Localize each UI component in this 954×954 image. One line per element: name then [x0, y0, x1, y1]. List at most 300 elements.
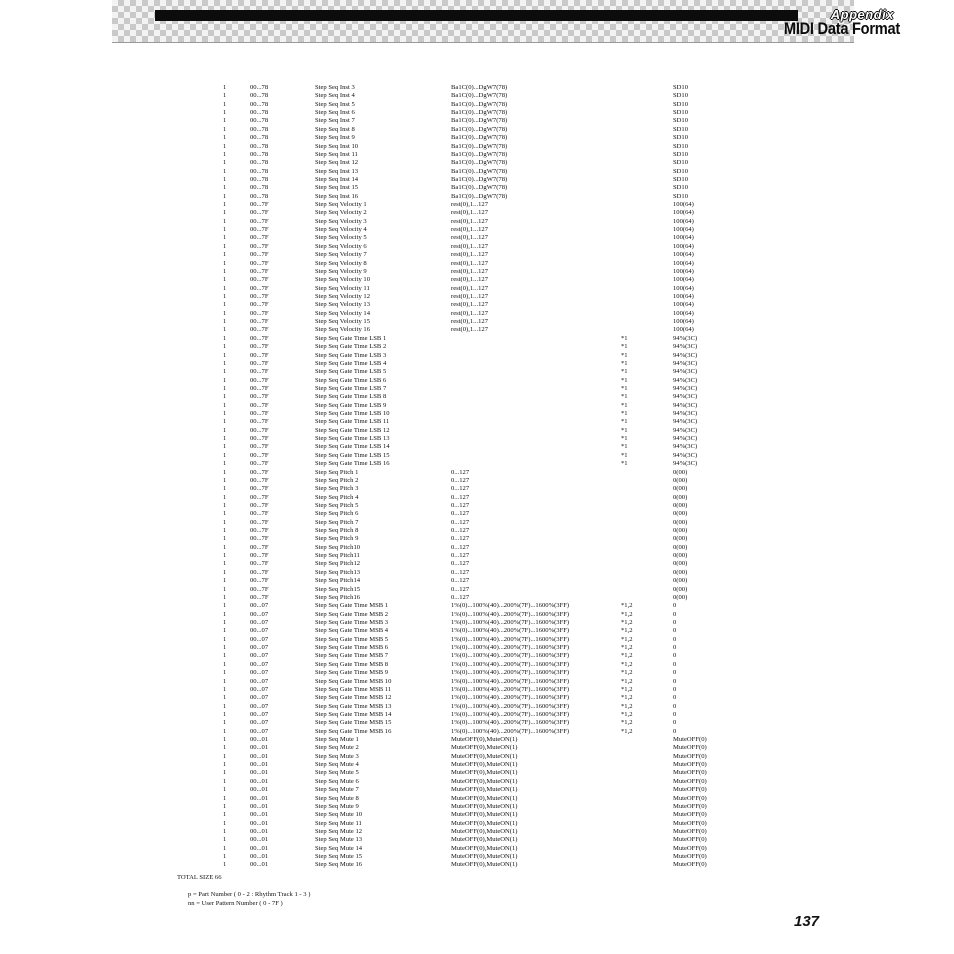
cell-description: Step Seq Inst 9	[315, 134, 355, 142]
cell-values: 0...127	[451, 476, 470, 484]
cell-default: 0	[673, 719, 677, 727]
cell-range: 00...01	[250, 786, 269, 794]
cell-size: 1	[223, 577, 227, 585]
cell-note: *1	[621, 384, 628, 392]
cell-range: 00...7F	[250, 460, 269, 468]
cell-default: 94%(3C)	[673, 368, 698, 376]
cell-range: 00...01	[250, 853, 269, 861]
table-row	[0, 326, 954, 334]
cell-range: 00...78	[250, 92, 269, 100]
cell-default: 0	[673, 660, 677, 668]
table-row	[0, 335, 954, 343]
cell-values: rest(0),1...127	[451, 217, 488, 225]
table-row	[0, 611, 954, 619]
cell-default: 0	[673, 669, 677, 677]
cell-size: 1	[223, 100, 227, 108]
cell-values: MuteOFF(0),MuteON(1)	[451, 752, 518, 760]
cell-range: 00...07	[250, 702, 269, 710]
cell-values: 1%(0)...100%(40)...200%(7F)...1600%(3FF)	[451, 677, 570, 685]
table-row	[0, 260, 954, 268]
table-row	[0, 385, 954, 393]
cell-range: 00...07	[250, 635, 269, 643]
table-row	[0, 736, 954, 744]
cell-description: Step Seq Pitch16	[315, 593, 361, 601]
cell-description: Step Seq Inst 5	[315, 100, 355, 108]
table-row	[0, 234, 954, 242]
cell-description: Step Seq Gate Time LSB 11	[315, 418, 390, 426]
cell-description: Step Seq Velocity 1	[315, 201, 367, 209]
page-title: MIDI Data Format	[783, 19, 900, 38]
cell-default: 94%(3C)	[673, 435, 698, 443]
cell-range: 00...7F	[250, 485, 269, 493]
cell-range: 00...78	[250, 192, 269, 200]
cell-values: MuteOFF(0),MuteON(1)	[451, 861, 518, 869]
cell-default: SD10	[673, 184, 689, 192]
cell-size: 1	[223, 660, 227, 668]
table-row	[0, 619, 954, 627]
table-row	[0, 661, 954, 669]
footnote-part-number: p = Part Number ( 0 - 2 : Rhythm Track 1 - 3 )	[188, 891, 311, 898]
cell-description: Step Seq Gate Time MSB 12	[315, 694, 392, 702]
table-row	[0, 276, 954, 284]
cell-default: 94%(3C)	[673, 359, 698, 367]
cell-default: 100(64)	[673, 318, 694, 326]
cell-default: SD10	[673, 109, 689, 117]
cell-range: 00...7F	[250, 251, 269, 259]
cell-description: Step Seq Mute 16	[315, 861, 363, 869]
cell-values: Ba1C(0)...DgW7(78)	[451, 167, 508, 175]
cell-note: *1	[621, 443, 628, 451]
table-row	[0, 251, 954, 259]
cell-range: 00...01	[250, 752, 269, 760]
cell-range: 00...01	[250, 769, 269, 777]
cell-description: Step Seq Velocity 2	[315, 209, 367, 217]
cell-default: MuteOFF(0)	[673, 744, 707, 752]
total-size: TOTAL SIZE 66	[177, 874, 222, 881]
table-row	[0, 669, 954, 677]
cell-description: Step Seq Gate Time MSB 4	[315, 627, 389, 635]
cell-range: 00...7F	[250, 201, 269, 209]
cell-default: 0(00)	[673, 485, 688, 493]
cell-range: 00...7F	[250, 334, 269, 342]
cell-size: 1	[223, 451, 227, 459]
cell-range: 00...7F	[250, 468, 269, 476]
table-row	[0, 560, 954, 568]
cell-size: 1	[223, 142, 227, 150]
cell-description: Step Seq Mute 1	[315, 736, 359, 744]
table-row	[0, 126, 954, 134]
cell-size: 1	[223, 251, 227, 259]
cell-range: 00...7F	[250, 552, 269, 560]
cell-description: Step Seq Pitch 8	[315, 527, 359, 535]
cell-description: Step Seq Gate Time MSB 2	[315, 610, 389, 618]
cell-note: *1	[621, 451, 628, 459]
cell-size: 1	[223, 744, 227, 752]
table-row	[0, 494, 954, 502]
cell-note: *1,2	[621, 644, 633, 652]
cell-values: 0...127	[451, 501, 470, 509]
cell-default: 100(64)	[673, 226, 694, 234]
cell-description: Step Seq Gate Time LSB 10	[315, 410, 390, 418]
cell-range: 00...7F	[250, 242, 269, 250]
cell-values: MuteOFF(0),MuteON(1)	[451, 777, 518, 785]
cell-description: Step Seq Velocity 6	[315, 242, 367, 250]
table-row	[0, 109, 954, 117]
cell-description: Step Seq Gate Time LSB 16	[315, 460, 390, 468]
cell-size: 1	[223, 318, 227, 326]
cell-range: 00...01	[250, 819, 269, 827]
cell-default: 100(64)	[673, 217, 694, 225]
cell-description: Step Seq Gate Time MSB 14	[315, 710, 392, 718]
cell-description: Step Seq Pitch13	[315, 568, 361, 576]
cell-default: 100(64)	[673, 276, 694, 284]
page-header	[112, 0, 854, 43]
cell-default: 0	[673, 694, 677, 702]
cell-description: Step Seq Mute 13	[315, 836, 363, 844]
cell-size: 1	[223, 568, 227, 576]
cell-description: Step Seq Gate Time LSB 2	[315, 343, 387, 351]
cell-range: 00...07	[250, 677, 269, 685]
cell-description: Step Seq Pitch12	[315, 560, 361, 568]
cell-description: Step Seq Gate Time LSB 13	[315, 435, 390, 443]
table-row	[0, 435, 954, 443]
table-row	[0, 293, 954, 301]
cell-size: 1	[223, 384, 227, 392]
table-row	[0, 285, 954, 293]
cell-description: Step Seq Inst 13	[315, 167, 359, 175]
cell-values: rest(0),1...127	[451, 309, 488, 317]
cell-default: SD10	[673, 117, 689, 125]
cell-size: 1	[223, 376, 227, 384]
cell-description: Step Seq Mute 6	[315, 777, 359, 785]
cell-values: 1%(0)...100%(40)...200%(7F)...1600%(3FF)	[451, 727, 570, 735]
table-row	[0, 176, 954, 184]
cell-size: 1	[223, 769, 227, 777]
cell-size: 1	[223, 109, 227, 117]
cell-note: *1,2	[621, 610, 633, 618]
cell-description: Step Seq Gate Time MSB 11	[315, 685, 392, 693]
cell-range: 00...07	[250, 727, 269, 735]
cell-range: 00...7F	[250, 267, 269, 275]
cell-size: 1	[223, 410, 227, 418]
cell-description: Step Seq Pitch11	[315, 552, 360, 560]
cell-range: 00...78	[250, 84, 269, 91]
cell-default: MuteOFF(0)	[673, 769, 707, 777]
cell-note: *1	[621, 460, 628, 468]
table-row	[0, 193, 954, 201]
cell-size: 1	[223, 777, 227, 785]
cell-note: *1	[621, 368, 628, 376]
cell-values: Ba1C(0)...DgW7(78)	[451, 125, 508, 133]
table-row	[0, 527, 954, 535]
table-row	[0, 352, 954, 360]
cell-size: 1	[223, 309, 227, 317]
cell-description: Step Seq Inst 15	[315, 184, 359, 192]
cell-description: Step Seq Velocity 13	[315, 301, 371, 309]
table-row	[0, 168, 954, 176]
cell-values: Ba1C(0)...DgW7(78)	[451, 184, 508, 192]
cell-size: 1	[223, 267, 227, 275]
cell-range: 00...7F	[250, 443, 269, 451]
table-row	[0, 786, 954, 794]
cell-default: SD10	[673, 125, 689, 133]
table-row	[0, 268, 954, 276]
cell-size: 1	[223, 635, 227, 643]
cell-description: Step Seq Velocity 11	[315, 284, 370, 292]
cell-description: Step Seq Mute 9	[315, 802, 359, 810]
cell-default: 0	[673, 727, 677, 735]
cell-default: SD10	[673, 92, 689, 100]
table-row	[0, 845, 954, 853]
cell-size: 1	[223, 535, 227, 543]
cell-range: 00...78	[250, 134, 269, 142]
table-row	[0, 393, 954, 401]
cell-default: SD10	[673, 167, 689, 175]
cell-default: MuteOFF(0)	[673, 802, 707, 810]
cell-default: 0(00)	[673, 468, 688, 476]
cell-note: *1	[621, 334, 628, 342]
cell-description: Step Seq Inst 16	[315, 192, 359, 200]
cell-description: Step Seq Inst 8	[315, 125, 355, 133]
table-row	[0, 402, 954, 410]
table-row	[0, 795, 954, 803]
table-row	[0, 853, 954, 861]
cell-range: 00...7F	[250, 510, 269, 518]
cell-note: *1,2	[621, 685, 633, 693]
cell-values: MuteOFF(0),MuteON(1)	[451, 853, 518, 861]
cell-size: 1	[223, 585, 227, 593]
cell-description: Step Seq Velocity 16	[315, 326, 371, 334]
cell-values: 0...127	[451, 568, 470, 576]
cell-default: 0(00)	[673, 543, 688, 551]
cell-default: 100(64)	[673, 292, 694, 300]
table-row	[0, 711, 954, 719]
cell-size: 1	[223, 301, 227, 309]
table-row	[0, 159, 954, 167]
cell-range: 00...01	[250, 844, 269, 852]
cell-size: 1	[223, 184, 227, 192]
table-row	[0, 652, 954, 660]
cell-note: *1	[621, 351, 628, 359]
cell-default: 0	[673, 602, 677, 610]
cell-size: 1	[223, 736, 227, 744]
cell-description: Step Seq Pitch14	[315, 577, 361, 585]
cell-values: 0...127	[451, 560, 470, 568]
cell-range: 00...7F	[250, 351, 269, 359]
cell-size: 1	[223, 510, 227, 518]
cell-range: 00...07	[250, 619, 269, 626]
cell-description: Step Seq Pitch 1	[315, 468, 359, 476]
cell-size: 1	[223, 284, 227, 292]
cell-note: *1,2	[621, 635, 633, 643]
cell-range: 00...7F	[250, 326, 269, 334]
cell-description: Step Seq Velocity 3	[315, 217, 367, 225]
cell-size: 1	[223, 167, 227, 175]
cell-description: Step Seq Pitch 9	[315, 535, 359, 543]
cell-values: MuteOFF(0),MuteON(1)	[451, 736, 518, 744]
cell-default: 0(00)	[673, 585, 688, 593]
cell-note: *1,2	[621, 602, 633, 610]
cell-range: 00...07	[250, 669, 269, 677]
cell-size: 1	[223, 460, 227, 468]
cell-range: 00...7F	[250, 234, 269, 242]
table-row	[0, 778, 954, 786]
cell-default: 94%(3C)	[673, 451, 698, 459]
cell-values: 0...127	[451, 485, 470, 493]
cell-default: 0	[673, 685, 677, 693]
cell-note: *1,2	[621, 669, 633, 677]
cell-size: 1	[223, 92, 227, 100]
cell-values: 0...127	[451, 518, 470, 526]
cell-size: 1	[223, 719, 227, 727]
cell-size: 1	[223, 259, 227, 267]
cell-values: MuteOFF(0),MuteON(1)	[451, 836, 518, 844]
cell-default: 0(00)	[673, 552, 688, 560]
cell-default: 100(64)	[673, 209, 694, 217]
cell-values: rest(0),1...127	[451, 226, 488, 234]
cell-size: 1	[223, 468, 227, 476]
table-row	[0, 644, 954, 652]
cell-values: 1%(0)...100%(40)...200%(7F)...1600%(3FF)	[451, 644, 570, 652]
cell-values: Ba1C(0)...DgW7(78)	[451, 134, 508, 142]
cell-size: 1	[223, 518, 227, 526]
cell-default: 0(00)	[673, 535, 688, 543]
cell-values: 0...127	[451, 510, 470, 518]
cell-default: MuteOFF(0)	[673, 836, 707, 844]
cell-default: MuteOFF(0)	[673, 819, 707, 827]
cell-size: 1	[223, 819, 227, 827]
cell-description: Step Seq Mute 2	[315, 744, 359, 752]
cell-size: 1	[223, 485, 227, 493]
cell-description: Step Seq Pitch 2	[315, 476, 359, 484]
cell-size: 1	[223, 150, 227, 158]
cell-description: Step Seq Gate Time MSB 7	[315, 652, 389, 660]
cell-size: 1	[223, 368, 227, 376]
cell-range: 00...01	[250, 794, 269, 802]
table-row	[0, 744, 954, 752]
cell-description: Step Seq Velocity 10	[315, 276, 371, 284]
cell-description: Step Seq Velocity 7	[315, 251, 367, 259]
cell-values: rest(0),1...127	[451, 326, 488, 334]
table-row	[0, 443, 954, 451]
cell-description: Step Seq Gate Time LSB 9	[315, 401, 387, 409]
cell-size: 1	[223, 527, 227, 535]
cell-default: 94%(3C)	[673, 384, 698, 392]
cell-note: *1	[621, 426, 628, 434]
cell-description: Step Seq Inst 14	[315, 175, 359, 183]
cell-description: Step Seq Inst 12	[315, 159, 359, 167]
cell-size: 1	[223, 677, 227, 685]
cell-default: 94%(3C)	[673, 443, 698, 451]
cell-note: *1,2	[621, 727, 633, 735]
table-row	[0, 728, 954, 736]
cell-default: 100(64)	[673, 267, 694, 275]
table-row	[0, 410, 954, 418]
cell-size: 1	[223, 552, 227, 560]
cell-description: Step Seq Inst 7	[315, 117, 355, 125]
cell-description: Step Seq Inst 4	[315, 92, 355, 100]
cell-range: 00...01	[250, 861, 269, 869]
cell-size: 1	[223, 493, 227, 501]
cell-range: 00...78	[250, 109, 269, 117]
cell-default: 100(64)	[673, 284, 694, 292]
cell-values: rest(0),1...127	[451, 251, 488, 259]
cell-size: 1	[223, 761, 227, 769]
cell-range: 00...7F	[250, 577, 269, 585]
table-row	[0, 535, 954, 543]
cell-description: Step Seq Mute 14	[315, 844, 363, 852]
cell-default: SD10	[673, 100, 689, 108]
cell-description: Step Seq Inst 3	[315, 84, 355, 91]
cell-size: 1	[223, 175, 227, 183]
cell-range: 00...7F	[250, 343, 269, 351]
cell-description: Step Seq Pitch 4	[315, 493, 359, 501]
cell-note: *1,2	[621, 702, 633, 710]
cell-size: 1	[223, 134, 227, 142]
cell-range: 00...7F	[250, 318, 269, 326]
cell-description: Step Seq Gate Time MSB 5	[315, 635, 389, 643]
cell-values: rest(0),1...127	[451, 201, 488, 209]
cell-default: 94%(3C)	[673, 418, 698, 426]
cell-range: 00...7F	[250, 401, 269, 409]
cell-description: Step Seq Gate Time MSB 16	[315, 727, 392, 735]
table-row	[0, 143, 954, 151]
cell-size: 1	[223, 226, 227, 234]
cell-range: 00...7F	[250, 535, 269, 543]
cell-size: 1	[223, 159, 227, 167]
cell-values: MuteOFF(0),MuteON(1)	[451, 811, 518, 819]
cell-values: Ba1C(0)...DgW7(78)	[451, 192, 508, 200]
cell-range: 00...7F	[250, 501, 269, 509]
table-row	[0, 301, 954, 309]
table-row	[0, 769, 954, 777]
cell-default: 100(64)	[673, 234, 694, 242]
cell-default: SD10	[673, 84, 689, 91]
cell-values: MuteOFF(0),MuteON(1)	[451, 802, 518, 810]
cell-range: 00...7F	[250, 309, 269, 317]
cell-size: 1	[223, 794, 227, 802]
table-row	[0, 360, 954, 368]
table-row	[0, 310, 954, 318]
footnote-pattern-number: nn = User Pattern Number ( 0 - 7F )	[188, 899, 283, 907]
cell-description: Step Seq Mute 5	[315, 769, 359, 777]
cell-range: 00...7F	[250, 593, 269, 601]
cell-size: 1	[223, 201, 227, 209]
table-row	[0, 427, 954, 435]
cell-description: Step Seq Inst 10	[315, 142, 359, 150]
cell-description: Step Seq Gate Time MSB 3	[315, 619, 389, 626]
table-row	[0, 318, 954, 326]
cell-range: 00...7F	[250, 393, 269, 401]
cell-range: 00...7F	[250, 284, 269, 292]
cell-range: 00...7F	[250, 359, 269, 367]
cell-size: 1	[223, 418, 227, 426]
table-row	[0, 694, 954, 702]
cell-default: 0	[673, 644, 677, 652]
cell-description: Step Seq Velocity 14	[315, 309, 371, 317]
cell-description: Step Seq Inst 11	[315, 150, 358, 158]
cell-size: 1	[223, 694, 227, 702]
table-row	[0, 761, 954, 769]
table-row	[0, 836, 954, 844]
cell-default: 0	[673, 627, 677, 635]
cell-values: rest(0),1...127	[451, 259, 488, 267]
cell-default: 0	[673, 710, 677, 718]
table-row	[0, 201, 954, 209]
cell-values: 0...127	[451, 535, 470, 543]
cell-values: 0...127	[451, 527, 470, 535]
cell-range: 00...07	[250, 644, 269, 652]
